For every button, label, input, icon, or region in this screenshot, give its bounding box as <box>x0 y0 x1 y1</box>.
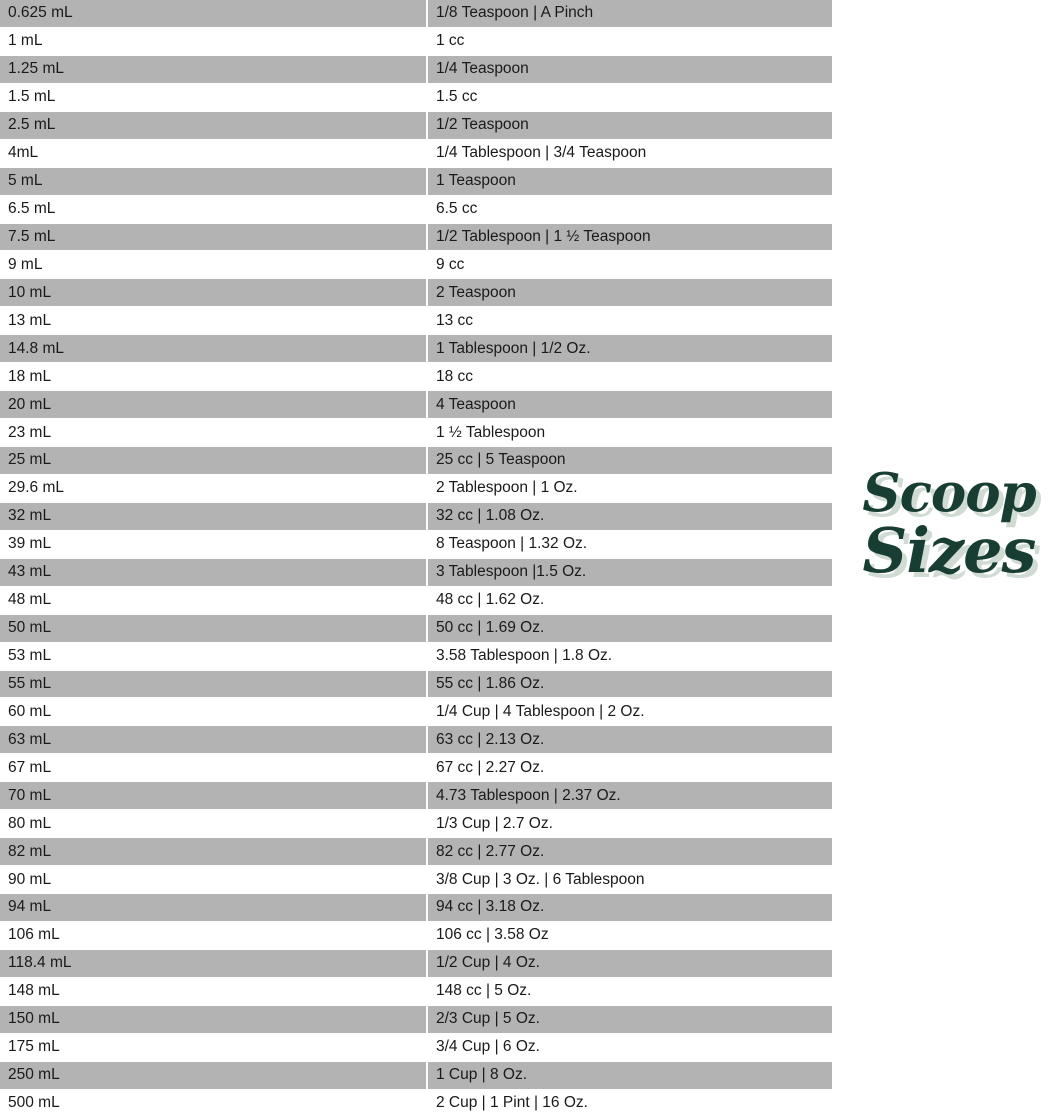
table-row <box>0 1089 832 1117</box>
cell-milliliters: 82 mL <box>0 838 427 866</box>
cell-equivalent: 32 cc | 1.08 Oz. <box>427 502 832 530</box>
cell-milliliters: 70 mL <box>0 782 427 810</box>
table-row <box>0 111 832 139</box>
cell-milliliters: 43 mL <box>0 558 427 586</box>
cell-milliliters: 1.5 mL <box>0 83 427 111</box>
cell-equivalent: 25 cc | 5 Teaspoon <box>427 447 832 475</box>
cell-equivalent: 1/8 Teaspoon | A Pinch <box>427 0 832 27</box>
cell-milliliters: 10 mL <box>0 279 427 307</box>
table-row <box>0 586 832 614</box>
cell-milliliters: 14.8 mL <box>0 335 427 363</box>
table-row <box>0 335 832 363</box>
table-row <box>0 866 832 894</box>
cell-equivalent: 1/2 Cup | 4 Oz. <box>427 949 832 977</box>
cell-milliliters: 55 mL <box>0 670 427 698</box>
table-row <box>0 726 832 754</box>
cell-milliliters: 175 mL <box>0 1033 427 1061</box>
cell-equivalent: 2 Cup | 1 Pint | 16 Oz. <box>427 1089 832 1117</box>
cell-milliliters: 150 mL <box>0 1005 427 1033</box>
cell-milliliters: 7.5 mL <box>0 223 427 251</box>
table-row <box>0 782 832 810</box>
table-row <box>0 83 832 111</box>
table-row <box>0 1033 832 1061</box>
table-row <box>0 894 832 922</box>
table-row <box>0 530 832 558</box>
cell-equivalent: 1 ½ Tablespoon <box>427 419 832 447</box>
cell-milliliters: 50 mL <box>0 614 427 642</box>
cell-milliliters: 500 mL <box>0 1089 427 1117</box>
cell-milliliters: 32 mL <box>0 502 427 530</box>
table-row <box>0 391 832 419</box>
cell-equivalent: 1/3 Cup | 2.7 Oz. <box>427 810 832 838</box>
cell-equivalent: 82 cc | 2.77 Oz. <box>427 838 832 866</box>
cell-equivalent: 55 cc | 1.86 Oz. <box>427 670 832 698</box>
cell-milliliters: 2.5 mL <box>0 111 427 139</box>
cell-milliliters: 4mL <box>0 139 427 167</box>
table-row <box>0 614 832 642</box>
table-row <box>0 558 832 586</box>
table-row <box>0 223 832 251</box>
cell-equivalent: 63 cc | 2.13 Oz. <box>427 726 832 754</box>
cell-milliliters: 20 mL <box>0 391 427 419</box>
cell-equivalent: 48 cc | 1.62 Oz. <box>427 586 832 614</box>
cell-equivalent: 8 Teaspoon | 1.32 Oz. <box>427 530 832 558</box>
cell-milliliters: 60 mL <box>0 698 427 726</box>
logo-line-scoop: Scoop <box>862 462 1036 524</box>
table-row <box>0 419 832 447</box>
cell-milliliters: 5 mL <box>0 167 427 195</box>
cell-equivalent: 4 Teaspoon <box>427 391 832 419</box>
cell-milliliters: 0.625 mL <box>0 0 427 27</box>
cell-milliliters: 67 mL <box>0 754 427 782</box>
cell-equivalent: 1/2 Tablespoon | 1 ½ Teaspoon <box>427 223 832 251</box>
table-row <box>0 474 832 502</box>
cell-milliliters: 48 mL <box>0 586 427 614</box>
cell-milliliters: 118.4 mL <box>0 949 427 977</box>
cell-equivalent: 50 cc | 1.69 Oz. <box>427 614 832 642</box>
cell-milliliters: 63 mL <box>0 726 427 754</box>
cell-equivalent: 2 Tablespoon | 1 Oz. <box>427 474 832 502</box>
table-row <box>0 670 832 698</box>
cell-milliliters: 250 mL <box>0 1061 427 1089</box>
cell-milliliters: 106 mL <box>0 921 427 949</box>
table-row <box>0 1061 832 1089</box>
table-row <box>0 139 832 167</box>
cell-milliliters: 18 mL <box>0 363 427 391</box>
table-row <box>0 55 832 83</box>
table-row <box>0 307 832 335</box>
table-row <box>0 363 832 391</box>
table-row <box>0 279 832 307</box>
cell-milliliters: 90 mL <box>0 866 427 894</box>
cell-milliliters: 1.25 mL <box>0 55 427 83</box>
cell-equivalent: 94 cc | 3.18 Oz. <box>427 894 832 922</box>
cell-equivalent: 4.73 Tablespoon | 2.37 Oz. <box>427 782 832 810</box>
table-row <box>0 838 832 866</box>
cell-equivalent: 67 cc | 2.27 Oz. <box>427 754 832 782</box>
cell-equivalent: 1 Tablespoon | 1/2 Oz. <box>427 335 832 363</box>
table-row <box>0 977 832 1005</box>
cell-equivalent: 3/4 Cup | 6 Oz. <box>427 1033 832 1061</box>
logo-line-sizes: Sizes <box>862 514 1036 588</box>
cell-milliliters: 148 mL <box>0 977 427 1005</box>
cell-equivalent: 2 Teaspoon <box>427 279 832 307</box>
table-row <box>0 447 832 475</box>
table-row <box>0 949 832 977</box>
cell-equivalent: 9 cc <box>427 251 832 279</box>
cell-equivalent: 1/4 Teaspoon <box>427 55 832 83</box>
cell-equivalent: 18 cc <box>427 363 832 391</box>
cell-milliliters: 39 mL <box>0 530 427 558</box>
cell-equivalent: 106 cc | 3.58 Oz <box>427 921 832 949</box>
cell-equivalent: 1 Cup | 8 Oz. <box>427 1061 832 1089</box>
cell-equivalent: 3/8 Cup | 3 Oz. | 6 Tablespoon <box>427 866 832 894</box>
table-row <box>0 921 832 949</box>
cell-milliliters: 29.6 mL <box>0 474 427 502</box>
table-row <box>0 251 832 279</box>
cell-equivalent: 6.5 cc <box>427 195 832 223</box>
cell-equivalent: 148 cc | 5 Oz. <box>427 977 832 1005</box>
cell-equivalent: 1 Teaspoon <box>427 167 832 195</box>
table-row <box>0 195 832 223</box>
table-row <box>0 27 832 55</box>
cell-milliliters: 1 mL <box>0 27 427 55</box>
cell-milliliters: 13 mL <box>0 307 427 335</box>
cell-milliliters: 94 mL <box>0 894 427 922</box>
cell-milliliters: 6.5 mL <box>0 195 427 223</box>
table-row <box>0 167 832 195</box>
cell-equivalent: 1/4 Cup | 4 Tablespoon | 2 Oz. <box>427 698 832 726</box>
cell-equivalent: 1.5 cc <box>427 83 832 111</box>
table-row <box>0 1005 832 1033</box>
cell-milliliters: 25 mL <box>0 447 427 475</box>
cell-milliliters: 9 mL <box>0 251 427 279</box>
cell-milliliters: 23 mL <box>0 419 427 447</box>
cell-equivalent: 1/2 Teaspoon <box>427 111 832 139</box>
table-row <box>0 810 832 838</box>
table-row <box>0 642 832 670</box>
table-row <box>0 698 832 726</box>
cell-equivalent: 1/4 Tablespoon | 3/4 Teaspoon <box>427 139 832 167</box>
cell-milliliters: 80 mL <box>0 810 427 838</box>
cell-equivalent: 13 cc <box>427 307 832 335</box>
scoop-sizes-logo <box>845 462 1053 588</box>
cell-equivalent: 3 Tablespoon |1.5 Oz. <box>427 558 832 586</box>
table-row <box>0 754 832 782</box>
cell-milliliters: 53 mL <box>0 642 427 670</box>
cell-equivalent: 3.58 Tablespoon | 1.8 Oz. <box>427 642 832 670</box>
cell-equivalent: 2/3 Cup | 5 Oz. <box>427 1005 832 1033</box>
table-row <box>0 502 832 530</box>
table-row <box>0 0 832 27</box>
cell-equivalent: 1 cc <box>427 27 832 55</box>
